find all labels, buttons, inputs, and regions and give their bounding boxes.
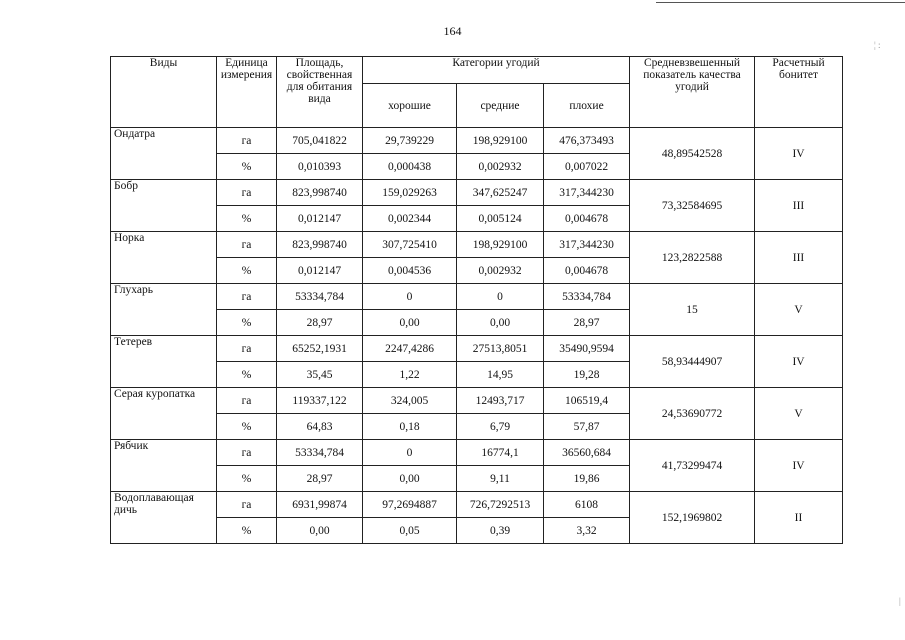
table-row: [111, 284, 843, 310]
poor-pct: 19,86: [544, 466, 630, 492]
quality-value: 48,89542528: [630, 128, 755, 180]
scan-artifact: |: [899, 596, 901, 606]
poor-pct: 3,32: [544, 518, 630, 544]
medium-pct: 0,002932: [457, 154, 544, 180]
poor-ha: 476,373493: [544, 128, 630, 154]
table-row: [111, 492, 843, 518]
medium-ha: 726,7292513: [457, 492, 544, 518]
species-name: Норка: [111, 232, 217, 284]
medium-pct: 14,95: [457, 362, 544, 388]
poor-pct: 0,004678: [544, 258, 630, 284]
area-ha: 53334,784: [277, 284, 363, 310]
header-good: хорошие: [363, 84, 457, 128]
unit-pct: %: [217, 206, 277, 232]
area-ha: 53334,784: [277, 440, 363, 466]
good-pct: 0,000438: [363, 154, 457, 180]
good-pct: 1,22: [363, 362, 457, 388]
good-ha: 97,2694887: [363, 492, 457, 518]
medium-ha: 16774,1: [457, 440, 544, 466]
medium-pct: 6,79: [457, 414, 544, 440]
quality-value: 123,2822588: [630, 232, 755, 284]
header-categories: Категории угодий: [363, 57, 630, 84]
poor-ha: 36560,684: [544, 440, 630, 466]
header-bonitet: Расчетный бонитет: [755, 57, 843, 128]
unit-ha: га: [217, 180, 277, 206]
area-pct: 28,97: [277, 310, 363, 336]
area-ha: 6931,99874: [277, 492, 363, 518]
table-row: [111, 388, 843, 414]
unit-pct: %: [217, 414, 277, 440]
good-pct: 0,002344: [363, 206, 457, 232]
unit-ha: га: [217, 388, 277, 414]
scan-artifact: ¦ :: [874, 40, 881, 50]
medium-ha: 0: [457, 284, 544, 310]
area-ha: 705,041822: [277, 128, 363, 154]
unit-ha: га: [217, 440, 277, 466]
area-pct: 35,45: [277, 362, 363, 388]
good-pct: 0,05: [363, 518, 457, 544]
page-number: 164: [443, 24, 462, 38]
poor-ha: 317,344230: [544, 180, 630, 206]
quality-value: 24,53690772: [630, 388, 755, 440]
good-pct: 0,00: [363, 310, 457, 336]
area-ha: 823,998740: [277, 232, 363, 258]
good-ha: 0: [363, 284, 457, 310]
bonitet-value: V: [755, 388, 843, 440]
good-ha: 0: [363, 440, 457, 466]
good-ha: 2247,4286: [363, 336, 457, 362]
unit-ha: га: [217, 232, 277, 258]
good-ha: 159,029263: [363, 180, 457, 206]
header-species: Виды: [111, 57, 217, 128]
medium-ha: 27513,8051: [457, 336, 544, 362]
unit-pct: %: [217, 154, 277, 180]
poor-ha: 106519,4: [544, 388, 630, 414]
medium-ha: 347,625247: [457, 180, 544, 206]
table-row: [111, 180, 843, 206]
poor-pct: 57,87: [544, 414, 630, 440]
unit-pct: %: [217, 310, 277, 336]
medium-ha: 12493,717: [457, 388, 544, 414]
area-ha: 823,998740: [277, 180, 363, 206]
area-pct: 0,010393: [277, 154, 363, 180]
good-pct: 0,00: [363, 466, 457, 492]
poor-pct: 0,004678: [544, 206, 630, 232]
header-medium: средние: [457, 84, 544, 128]
quality-value: 58,93444907: [630, 336, 755, 388]
bonitet-value: IV: [755, 336, 843, 388]
table-body: [111, 128, 843, 544]
unit-ha: га: [217, 492, 277, 518]
poor-pct: 19,28: [544, 362, 630, 388]
good-pct: 0,004536: [363, 258, 457, 284]
area-pct: 64,83: [277, 414, 363, 440]
species-name: Рябчик: [111, 440, 217, 492]
table-row: [111, 128, 843, 154]
area-pct: 0,00: [277, 518, 363, 544]
unit-pct: %: [217, 466, 277, 492]
area-ha: 65252,1931: [277, 336, 363, 362]
poor-pct: 28,97: [544, 310, 630, 336]
poor-pct: 0,007022: [544, 154, 630, 180]
area-pct: 28,97: [277, 466, 363, 492]
poor-ha: 6108: [544, 492, 630, 518]
medium-pct: 0,00: [457, 310, 544, 336]
header-unit: Единица измерения: [217, 57, 277, 128]
medium-ha: 198,929100: [457, 232, 544, 258]
medium-ha: 198,929100: [457, 128, 544, 154]
quality-value: 41,73299474: [630, 440, 755, 492]
unit-ha: га: [217, 128, 277, 154]
poor-ha: 53334,784: [544, 284, 630, 310]
species-habitat-table: [110, 56, 843, 544]
top-edge-rule: [656, 2, 905, 3]
quality-value: 15: [630, 284, 755, 336]
bonitet-value: IV: [755, 440, 843, 492]
bonitet-value: IV: [755, 128, 843, 180]
good-ha: 29,739229: [363, 128, 457, 154]
quality-value: 73,32584695: [630, 180, 755, 232]
bonitet-value: II: [755, 492, 843, 544]
species-name: Глухарь: [111, 284, 217, 336]
medium-pct: 0,005124: [457, 206, 544, 232]
species-name: Тетерев: [111, 336, 217, 388]
unit-ha: га: [217, 336, 277, 362]
bonitet-value: III: [755, 232, 843, 284]
good-ha: 307,725410: [363, 232, 457, 258]
header-area: Площадь, свойственная для обитания вида: [277, 57, 363, 128]
good-pct: 0,18: [363, 414, 457, 440]
table-row: [111, 440, 843, 466]
bonitet-value: III: [755, 180, 843, 232]
unit-pct: %: [217, 258, 277, 284]
species-name: Ондатра: [111, 128, 217, 180]
table-row: [111, 336, 843, 362]
header-quality: Средневзвешенный показатель качества угодий: [630, 57, 755, 128]
poor-ha: 317,344230: [544, 232, 630, 258]
quality-value: 152,1969802: [630, 492, 755, 544]
species-name: Бобр: [111, 180, 217, 232]
table-row: [111, 232, 843, 258]
medium-pct: 0,002932: [457, 258, 544, 284]
medium-pct: 9,11: [457, 466, 544, 492]
bonitet-value: V: [755, 284, 843, 336]
poor-ha: 35490,9594: [544, 336, 630, 362]
good-ha: 324,005: [363, 388, 457, 414]
species-name: Серая куропатка: [111, 388, 217, 440]
unit-ha: га: [217, 284, 277, 310]
area-ha: 119337,122: [277, 388, 363, 414]
species-name: Водоплавающая дичь: [111, 492, 217, 544]
medium-pct: 0,39: [457, 518, 544, 544]
unit-pct: %: [217, 362, 277, 388]
unit-pct: %: [217, 518, 277, 544]
area-pct: 0,012147: [277, 206, 363, 232]
area-pct: 0,012147: [277, 258, 363, 284]
header-poor: плохие: [544, 84, 630, 128]
